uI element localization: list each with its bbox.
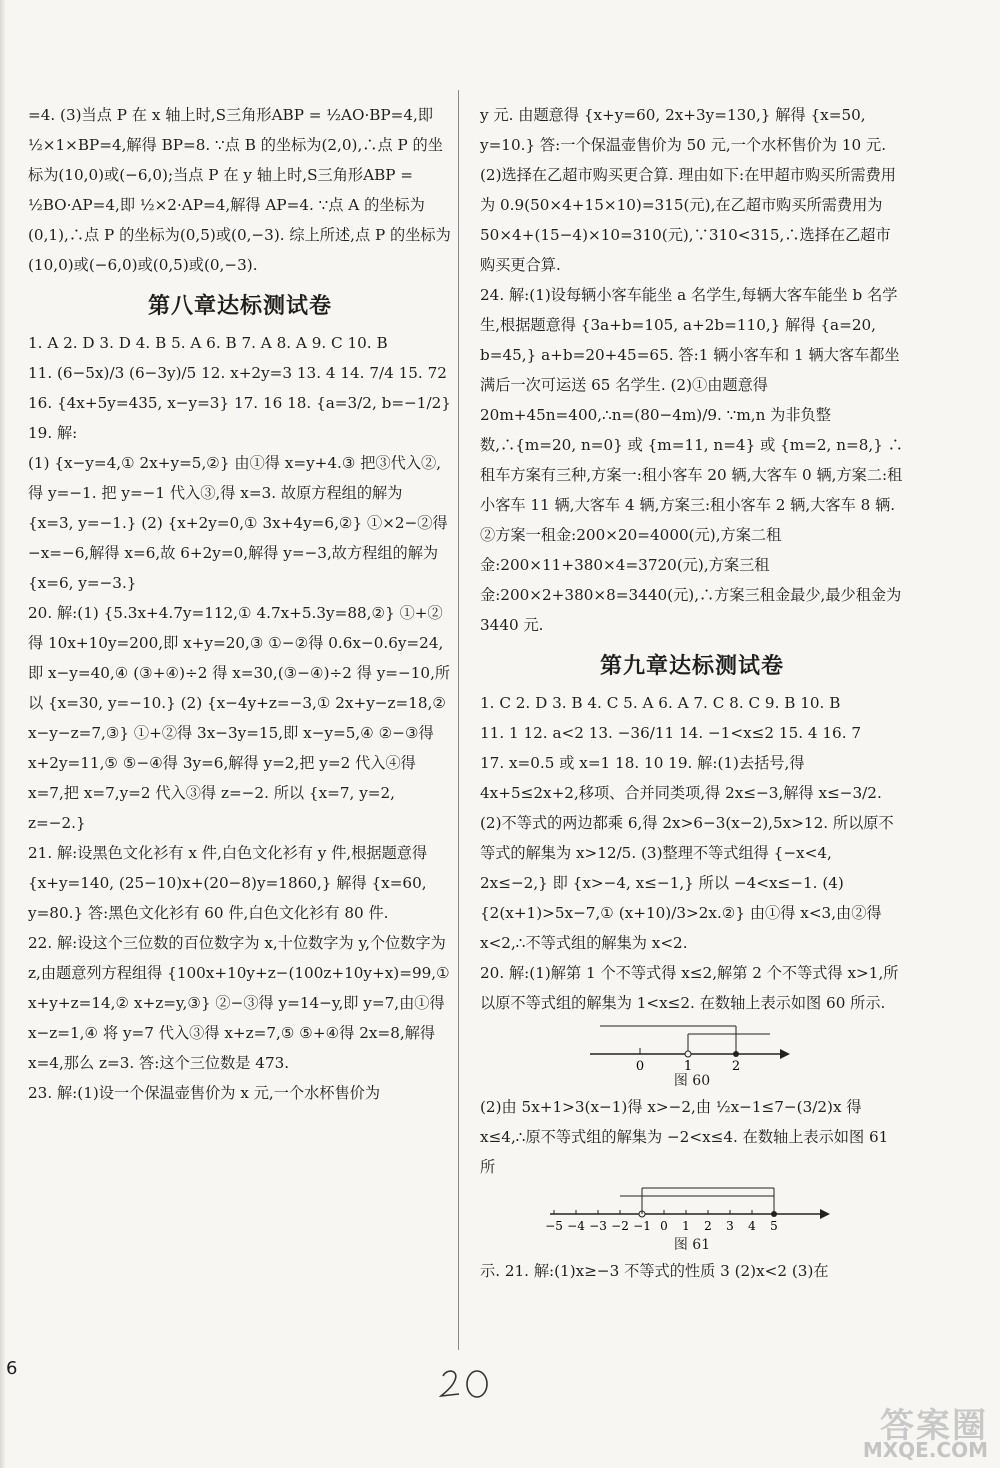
closed-point [733,1051,739,1057]
figure-caption: 图 60 [673,1073,711,1089]
chapter-9-title: 第九章达标测试卷 [599,654,784,679]
figure-61 [480,1182,904,1256]
watermark-text: 答案圈 [880,1406,988,1446]
ch9-choice-answers: 1. C 2. D 3. B 4. C 5. A 6. A 7. C 8. C 9. B 10. B [480,694,841,712]
tick-label: 4 [748,1219,756,1233]
open-point [685,1051,691,1057]
ch8-q19-solution: (1) {x−y=4,① 2x+y=5,②} 由①得 x=y+4.③ 把③代入②,得 y=−1. 把 y=−1 代入③,得 x=3. 故原方程组的解为 {x=3, y=−1.} (2) {x+2y=0,① 3x+4y=6,②} ①×2−②得 −x=−6,解得 x=6,故 6+2y=0,解得 y=−3,故方程组的解为 {x=6, y=−3.} [28,454,448,592]
page-number: 6 [6,1358,18,1379]
number-line-60 [480,1018,904,1074]
ch8-q21-solution: 21. 解:设黑色文化衫有 x 件,白色文化衫有 y 件,根据题意得 {x+y=140, (25−10)x+(20−8)y=1860,} 解得 {x=60, y=80.} 答:黑色文化衫有 60 件,白色文化衫有 80 件. [28,844,428,922]
tick-label: −4 [567,1219,585,1233]
ch8-q23-solution-cont: y 元. 由题意得 {x+y=60, 2x+3y=130,} 解得 {x=50, y=10.} 答:一个保温壶售价为 50 元,一个水杯售价为 10 元. (2)选择在乙超市购买更合算. 理由如下:在甲超市购买所需费用为 0.9(50×4+15×10)=315(元),在乙超市购买所需费用为 50×4+(15−4)×10=310(元),∵310<315,∴选择在乙超市购买更合算. [480,106,896,274]
axis-arrow [780,1049,790,1059]
ch9-q20-part2: (2)由 5x+1>3(x−1)得 x>−2,由 ½x−1≤7−(3/2)x 得 x≤4,∴原不等式组的解集为 −2<x≤4. 在数轴上表示如图 61 所 [480,1098,889,1176]
ch9-fill-answers: 11. 1 12. a<2 13. −36/11 14. −1<x≤2 15. 4 16. 7 [480,724,862,742]
tick-label: −3 [589,1219,607,1233]
ch8-choice-answers: 1. A 2. D 3. D 4. B 5. A 6. B 7. A 8. A 9. C 10. B [28,334,388,352]
ch8-q24-solution: 24. 解:(1)设每辆小客车能坐 a 名学生,每辆大客车能坐 b 名学生,根据题意得 {3a+b=105, a+2b=110,} 解得 {a=20, b=45,} a+b=20+45=65. 答:1 辆小客车和 1 辆大客车都坐满后一次可运送 65 名学生. (2)①由题意得 20m+45n=400,∴n=(80−4m)/9. ∵m,n 为非负整数,∴{m=20, n=0} 或 {m=11, n=4} 或 {m=2, n=8,} ∴租车方案有三种,方案一:租小客车 20 辆,大客车 0 辆,方案二:租小客车 11 辆,大客车 4 辆,方案三:租小客车 2 辆,大客车 8 辆. ②方案一租金:200×20=4000(元),方案二租金:200×11+380×4=3720(元),方案三租金:200×2+380×8=3440(元),∴方案三租金最少,最少租金为 3440 元. [480,286,903,634]
tick-label: 2 [704,1219,712,1233]
ch8-q23-solution-start: 23. 解:(1)设一个保温壶售价为 x 元,一个水杯售价为 [28,1084,381,1102]
number-line-61 [480,1182,904,1238]
tick-label: 1 [682,1219,690,1233]
ch9-q21-solution-start: 示. 21. 解:(1)x≥−3 不等式的性质 3 (2)x<2 (3)在 [480,1262,829,1280]
tick-label: 1 [683,1059,693,1074]
watermark-url: MXQE.COM [862,1438,988,1462]
answer-paragraph: =4. (3)当点 P 在 x 轴上时,S三角形ABP = ½AO·BP=4,即 ½×1×BP=4,解得 BP=8. ∵点 B 的坐标为(2,0),∴点 P 的坐标为(10,0)或(−6,0);当点 P 在 y 轴上时,S三角形ABP = ½BO·AP=4,即 ½×2·AP=4,解得 AP=4. ∵点 A 的坐标为(0,1),∴点 P 的坐标为(0,5)或(0,−3). 综上所述,点 P 的坐标为(10,0)或(−6,0)或(0,5)或(0,−3). [28,106,451,274]
ch8-fill-answers-1: 11. (6−5x)/3 (6−3y)/5 12. x+2y=3 13. 4 14. 7/4 15. 72 [28,364,447,382]
tick-label: −1 [633,1219,651,1233]
ch8-q20-solution: 20. 解:(1) {5.3x+4.7y=112,① 4.7x+5.3y=88,②} ①+②得 10x+10y=200,即 x+y=20,③ ①−②得 0.6x−0.6y=24,即 x−y=40,④ (③+④)÷2 得 x=30,(③−④)÷2 得 y=−10,所以 {x=30, y=−10.} (2) {x−4y+z=−3,① 2x+y−z=18,② x−y−z=7,③} ①+②得 3x−3y=15,即 x−y=5,④ ②−③得 x+2y=11,⑤ ⑤−④得 3y=6,解得 y=2,把 y=2 代入④得 x=7,把 x=7,y=2 代入③得 z=−2. 所以 {x=7, y=2, z=−2.} [28,604,451,832]
column-divider [458,90,459,1350]
right-column [480,100,904,1286]
tick-label: −2 [611,1219,629,1233]
ch9-q17-19-solution: 17. x=0.5 或 x=1 18. 10 19. 解:(1)去括号,得 4x+5≤2x+2,移项、合并同类项,得 2x≤−3,解得 x≤−3/2. (2)不等式的两边都乘 6,得 2x>6−3(x−2),5x>12. 所以原不等式的解集为 x>12/5. (3)整理不等式组得 {−x<4, 2x≤−2,} 即 {x>−4, x≤−1,} 所以 −4<x≤−1. (4) {2(x+1)>5x−7,① (x+10)/3>2x.②} 由①得 x<3,由②得 x<2,∴不等式组的解集为 x<2. [480,754,894,952]
left-column [28,100,452,1108]
watermark-logo [808,1398,994,1464]
chapter-8-title: 第八章达标测试卷 [147,294,332,319]
ch9-q20-part1: 20. 解:(1)解第 1 个不等式得 x≤2,解第 2 个不等式得 x>1,所以原不等式组的解集为 1<x≤2. 在数轴上表示如图 60 所示. [480,964,899,1012]
tick-label: −5 [545,1219,563,1233]
tick-label: 2 [731,1059,741,1074]
handwritten-mark [437,1366,497,1400]
axis-arrow [820,1209,830,1219]
figure-caption: 图 61 [673,1237,711,1253]
tick-label: 5 [770,1219,778,1233]
tick-label: 0 [660,1219,668,1233]
ch8-fill-answers-2: 16. {4x+5y=435, x−y=3} 17. 16 18. {a=3/2, b=−1/2} 19. 解: [28,394,451,442]
scan-edge-shadow [0,0,6,1468]
ch8-q22-solution: 22. 解:设这个三位数的百位数字为 x,十位数字为 y,个位数字为 z,由题意列方程组得 {100x+10y+z−(100z+10y+x)=99,① x+y+z=14,② x+z=y,③} ②−③得 y=14−y,即 y=7,由①得 x−z=1,④ 将 y=7 代入③得 x+z=7,⑤ ⑤+④得 2x=8,解得 x=4,那么 z=3. 答:这个三位数是 473. [28,934,450,1072]
figure-60 [480,1018,904,1092]
tick-label: 3 [726,1219,734,1233]
tick-label: 0 [635,1059,645,1074]
